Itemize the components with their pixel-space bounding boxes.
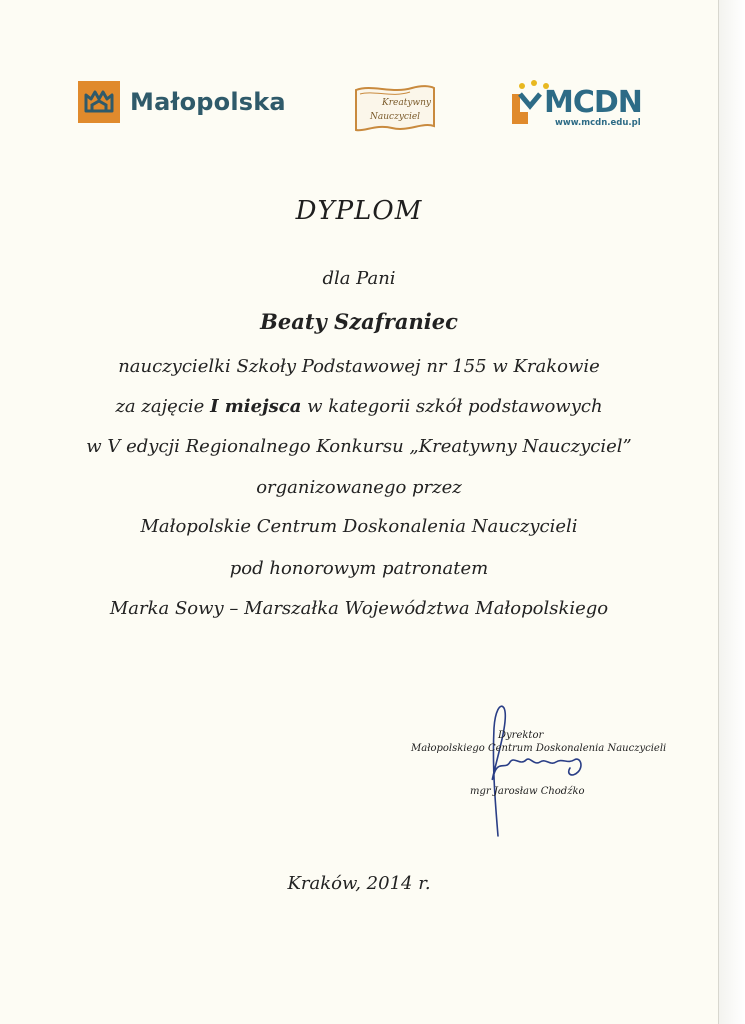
banner-icon: [352, 82, 438, 138]
place-and-date: Kraków, 2014 r.: [287, 873, 431, 894]
recipient-intro: dla Pani: [322, 268, 396, 289]
recipient-position: nauczycielki Szkoły Podstawowej nr 155 w Krakowie: [118, 356, 600, 377]
malopolska-wordmark: Małopolska: [130, 88, 286, 116]
patronage-intro: pod honorowym patronatem: [229, 558, 489, 579]
contest-line: w V edycji Regionalnego Konkursu „Kreatywny Nauczyciel”: [86, 436, 632, 457]
patron-name: Marka Sowy – Marszałka Województwa Małopolskiego: [109, 598, 609, 619]
kreatywny-line2: Nauczyciel: [370, 112, 421, 122]
mcdn-acronym: MCDN: [544, 85, 642, 120]
recipient-name: Beaty Szafraniec: [260, 309, 458, 334]
malopolska-emblem-icon: [78, 81, 120, 123]
award-line-post: w kategorii szkół podstawowych: [301, 396, 603, 417]
award-place: I miejsca: [210, 396, 302, 417]
signatory-role-institution: Małopolskiego Centrum Doskonalenia Nauczycieli: [411, 743, 667, 754]
malopolska-logo: [78, 81, 286, 123]
scan-edge: [719, 0, 745, 1024]
award-line-pre: za zajęcie: [115, 396, 211, 417]
organizer-name: Małopolskie Centrum Doskonalenia Nauczycieli: [140, 516, 578, 537]
kreatywny-line1: Kreatywny: [382, 98, 432, 108]
organizer-intro: organizowanego przez: [256, 477, 462, 498]
kreatywny-nauczyciel-logo: [352, 82, 438, 138]
signatory-name: mgr Jarosław Chodźko: [470, 786, 585, 797]
signatory-role-title: Dyrektor: [498, 730, 544, 741]
award-line: [0, 396, 718, 417]
diploma-title: DYPLOM: [295, 196, 423, 226]
mcdn-url: www.mcdn.edu.pl: [555, 118, 641, 128]
mcdn-logo: [510, 78, 642, 134]
handwritten-signature-icon: [470, 700, 600, 840]
